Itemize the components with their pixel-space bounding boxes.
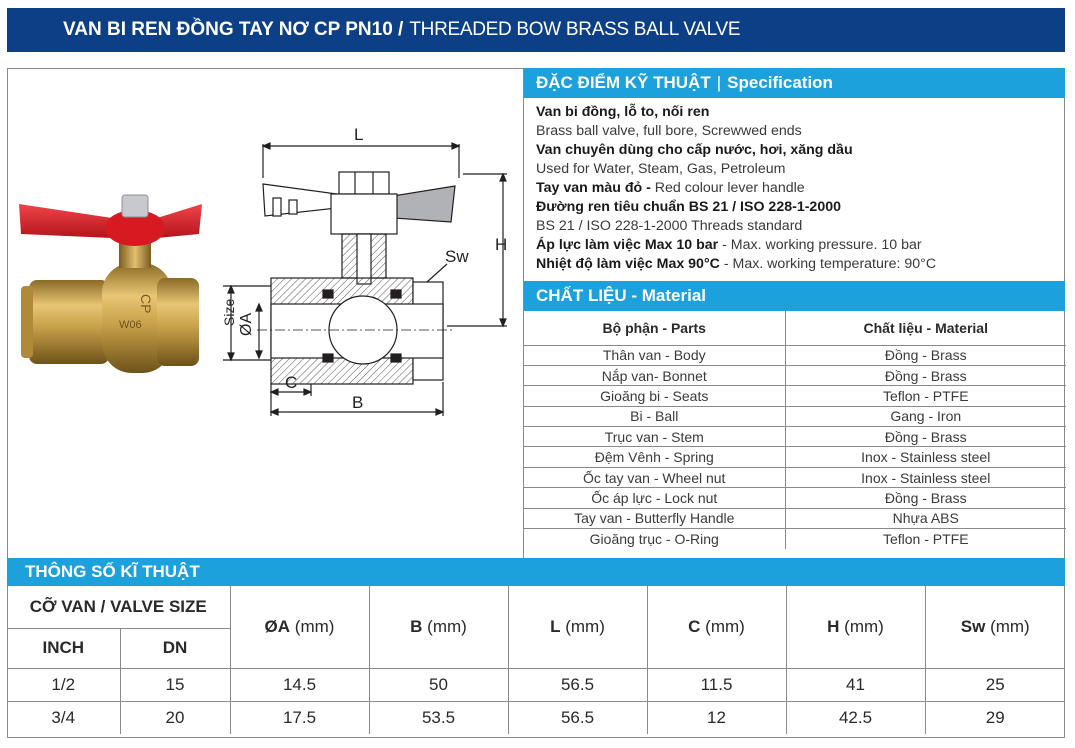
- valve-right-port: [157, 278, 199, 366]
- body-mark-wog: W06: [119, 319, 142, 331]
- material-row: [524, 427, 1066, 447]
- drawing-nut: [339, 172, 389, 194]
- material-head-text: CHẤT LIỆU - Material: [536, 286, 707, 305]
- col-a-unit: (mm): [294, 616, 335, 636]
- handle-wing-left: [19, 204, 112, 238]
- cell-h: 41: [786, 668, 925, 701]
- col-b-symbol: B: [410, 616, 423, 636]
- col-c-unit: (mm): [705, 616, 745, 636]
- cell-sw: 29: [925, 701, 1065, 734]
- seat-3: [323, 354, 333, 362]
- material-row: [524, 406, 1066, 426]
- params-table: [7, 586, 1065, 734]
- col-h-header: [786, 586, 925, 668]
- material-cell: Inox - Stainless steel: [785, 467, 1066, 487]
- part-cell: Bi - Ball: [524, 406, 785, 426]
- spec-head-vn: ĐẶC ĐIỂM KỸ THUẬT: [536, 73, 711, 92]
- part-cell: Đệm Vênh - Spring: [524, 447, 785, 467]
- spec-head-en: Specification: [727, 73, 833, 92]
- params-row: [7, 668, 1065, 701]
- valve-photo: [19, 195, 202, 373]
- spec-line-5-text: Red colour lever handle: [654, 180, 805, 196]
- spec-line-9: [536, 255, 1053, 274]
- material-cell: Inox - Stainless steel: [785, 447, 1066, 467]
- seat-1: [323, 290, 333, 298]
- part-cell: Ốc tay van - Wheel nut: [524, 467, 785, 487]
- material-row: [524, 345, 1066, 365]
- col-l-symbol: L: [550, 616, 561, 636]
- col-b-unit: (mm): [427, 616, 467, 636]
- cell-c: 11.5: [647, 668, 786, 701]
- params-head-text: THÔNG SỐ KĨ THUẬT: [25, 562, 200, 581]
- material-cell: Teflon - PTFE: [882, 530, 969, 547]
- cell-l: 56.5: [508, 668, 647, 701]
- label-h: H: [495, 235, 508, 254]
- material-header: [524, 281, 1065, 311]
- sw-leader: [427, 264, 447, 282]
- title-english: THREADED BOW BRASS BALL VALVE: [409, 19, 741, 40]
- material-col-material: Chất liệu - Material: [785, 311, 1066, 345]
- col-h-symbol: H: [827, 616, 840, 636]
- col-c-header: [647, 586, 786, 668]
- label-b: B: [352, 393, 364, 412]
- handle-tab-1: [273, 198, 281, 216]
- material-col-parts: Bộ phận - Parts: [524, 311, 785, 345]
- material-cell: Gang - Iron: [785, 406, 1066, 426]
- material-cell: Đồng - Brass: [785, 365, 1066, 385]
- spec-line-9-bold: Nhiệt độ làm việc Max 90°C: [536, 256, 720, 272]
- cell-l: 56.5: [508, 701, 647, 734]
- material-row: [524, 447, 1066, 467]
- label-c: C: [285, 373, 298, 392]
- material-row: [524, 488, 1066, 508]
- spec-line-6: Đường ren tiêu chuẩn BS 21 / ISO 228-1-2000: [536, 199, 841, 215]
- spec-line-7: BS 21 / ISO 228-1-2000 Threads standard: [536, 218, 803, 234]
- col-a-header: [230, 586, 369, 668]
- material-row: [524, 386, 1066, 406]
- part-cell: Ốc áp lực - Lock nut: [524, 488, 785, 508]
- inch-header: INCH: [7, 628, 120, 668]
- material-row: [524, 508, 1066, 528]
- params-row: [7, 701, 1065, 734]
- spec-line-4: Used for Water, Steam, Gas, Petroleum: [536, 161, 786, 177]
- cell-dn: 20: [120, 701, 230, 734]
- body-mark-cp: CP: [138, 294, 154, 314]
- spec-header: [524, 68, 1065, 98]
- product-image-area: [7, 68, 523, 558]
- cell-dn: 15: [120, 668, 230, 701]
- title-vietnamese: VAN BI REN ĐỒNG TAY NƠ CP PN10 /: [63, 19, 404, 40]
- spec-body: [524, 98, 1065, 274]
- part-cell: Nắp van- Bonnet: [524, 365, 785, 385]
- cell-a: 14.5: [230, 668, 369, 701]
- material-table: [524, 311, 1066, 549]
- label-sw: Sw: [445, 247, 469, 266]
- part-cell: Tay van - Butterfly Handle: [524, 508, 785, 528]
- part-cell: Gioăng trục - O-Ring: [524, 529, 785, 549]
- spec-line-3: Van chuyên dùng cho cấp nước, hơi, xăng dầu: [536, 142, 853, 158]
- spec-line-5-bold: Tay van màu đỏ -: [536, 180, 651, 196]
- spec-line-8-text: - Max. working pressure. 10 bar: [722, 237, 922, 253]
- spec-line-8: [536, 236, 1053, 255]
- col-h-unit: (mm): [844, 616, 884, 636]
- part-cell: Trục van - Stem: [524, 427, 785, 447]
- spec-line-2: Brass ball valve, full bore, Screwwed ends: [536, 123, 802, 139]
- spec-line-1: Van bi đồng, lỗ to, nối ren: [536, 104, 710, 120]
- part-cell: Thân van - Body: [524, 345, 785, 365]
- cell-h: 42.5: [786, 701, 925, 734]
- col-l-unit: (mm): [565, 616, 605, 636]
- stem-core: [357, 234, 371, 284]
- valve-left-rim: [21, 286, 33, 358]
- cell-c: 12: [647, 701, 786, 734]
- cell-a: 17.5: [230, 701, 369, 734]
- label-size: Size: [221, 298, 237, 326]
- col-sw-symbol: Sw: [960, 616, 986, 636]
- part-cell: Gioăng bi - Seats: [524, 386, 785, 406]
- spec-head-separator: |: [716, 73, 722, 92]
- seat-2: [391, 290, 401, 298]
- cell-sw: 25: [925, 668, 1065, 701]
- spec-line-5: [536, 179, 1053, 198]
- cell-inch: 3/4: [7, 701, 120, 734]
- material-cell: Đồng - Brass: [785, 488, 1066, 508]
- cell-inch: 1/2: [7, 668, 120, 701]
- technical-drawing: [223, 143, 507, 416]
- spec-line-8-bold: Áp lực làm việc Max 10 bar: [536, 237, 719, 253]
- material-row: [524, 467, 1066, 487]
- label-l: L: [354, 125, 364, 144]
- material-cell: Nhựa ABS: [785, 508, 1066, 528]
- col-l-header: [508, 586, 647, 668]
- product-illustration: [7, 68, 523, 558]
- drawing-handle-right: [393, 186, 455, 222]
- material-cell: Đồng - Brass: [785, 345, 1066, 365]
- dn-header: DN: [120, 628, 230, 668]
- col-sw-unit: (mm): [990, 616, 1030, 636]
- params-header: [7, 558, 1065, 586]
- col-a-symbol: ØA: [264, 616, 291, 636]
- cell-b: 50: [369, 668, 508, 701]
- handle-tab-2: [289, 200, 297, 214]
- spec-column: [523, 68, 1065, 558]
- valve-left-port: [29, 280, 109, 364]
- col-c-symbol: C: [688, 616, 701, 636]
- cell-b: 53.5: [369, 701, 508, 734]
- spec-line-9-text: - Max. working temperature: 90°C: [723, 256, 937, 272]
- material-row: [524, 365, 1066, 385]
- material-cell: Teflon - PTFE: [785, 386, 1066, 406]
- material-row: [524, 529, 1066, 549]
- material-cell: Đồng - Brass: [785, 427, 1066, 447]
- label-a: ØA: [238, 312, 255, 336]
- valve-size-header: CỠ VAN / VALVE SIZE: [7, 586, 230, 628]
- seat-4: [391, 354, 401, 362]
- handle-nut: [122, 195, 148, 217]
- drawing-hub: [331, 194, 397, 234]
- col-sw-header: [925, 586, 1065, 668]
- col-b-header: [369, 586, 508, 668]
- page-title-bar: [7, 8, 1065, 52]
